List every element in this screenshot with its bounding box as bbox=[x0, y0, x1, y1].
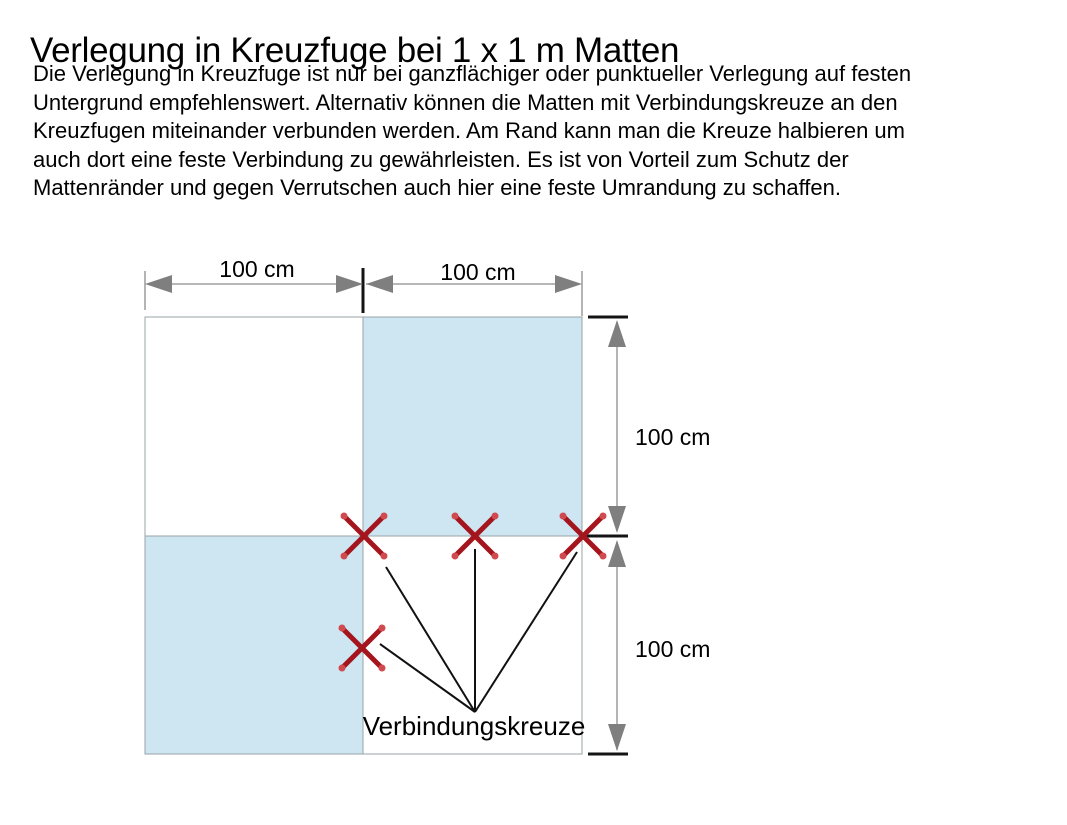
mat-bottom-left bbox=[145, 536, 363, 754]
intro-line-1: Die Verlegung in Kreuzfuge ist nur bei ganzflächiger oder punktueller Verlegung auf festen bbox=[33, 61, 912, 86]
cross-dot bbox=[492, 513, 499, 520]
arrowhead-up-icon bbox=[608, 540, 626, 567]
cross-dot bbox=[341, 553, 348, 560]
cross-dot bbox=[560, 513, 567, 520]
crosses-label: Verbindungskreuze bbox=[362, 711, 586, 741]
arrowhead-right-icon bbox=[336, 275, 363, 293]
cross-dot bbox=[341, 513, 348, 520]
arrowhead-down-icon bbox=[608, 724, 626, 751]
cross-dot bbox=[381, 513, 388, 520]
intro-line-3: Kreuzfugen miteinander verbunden werden. Am Rand kann man die Kreuze halbieren um bbox=[33, 118, 905, 143]
cross-dot bbox=[452, 553, 459, 560]
arrowhead-left-icon bbox=[145, 275, 172, 293]
leader-to-center-cross bbox=[386, 567, 475, 712]
cross-dot bbox=[381, 553, 388, 560]
intro-line-2: Untergrund empfehlenswert. Alternativ können die Matten mit Verbindungskreuze an den bbox=[33, 89, 898, 115]
cross-dot bbox=[379, 665, 386, 672]
leader-to-lower-cross bbox=[380, 644, 475, 712]
dim-top-right-label: 100 cm bbox=[440, 259, 516, 285]
cross-dot bbox=[600, 553, 607, 560]
mat-top-right bbox=[363, 317, 582, 536]
leader-lines bbox=[380, 549, 577, 712]
arrowhead-down-icon bbox=[608, 506, 626, 533]
dim-right-upper-label: 100 cm bbox=[635, 424, 711, 450]
cross-dot bbox=[379, 625, 386, 632]
intro-line-5: Mattenränder und gegen Verrutschen auch hier eine feste Umrandung zu schaffen. bbox=[33, 175, 842, 200]
cross-dot bbox=[560, 553, 567, 560]
cross-dot bbox=[452, 513, 459, 520]
cross-dot bbox=[339, 665, 346, 672]
dim-right-lower-label: 100 cm bbox=[635, 636, 711, 662]
cross-dot bbox=[492, 553, 499, 560]
intro-line-4: auch dort eine feste Verbindung zu gewährleisten. Es ist von Vorteil zum Schutz der bbox=[33, 146, 849, 172]
cross-dot bbox=[600, 513, 607, 520]
leader-to-edge-cross bbox=[475, 552, 577, 712]
cross-dot bbox=[339, 625, 346, 632]
arrowhead-right-icon bbox=[555, 275, 582, 293]
page-title: Verlegung in Kreuzfuge bei 1 x 1 m Matten bbox=[30, 31, 680, 71]
mat-layout-diagram bbox=[0, 230, 760, 790]
dim-top-left-label: 100 cm bbox=[219, 256, 295, 282]
intro-paragraph bbox=[33, 60, 911, 203]
arrowhead-up-icon bbox=[608, 320, 626, 347]
arrowhead-left-icon bbox=[366, 275, 393, 293]
